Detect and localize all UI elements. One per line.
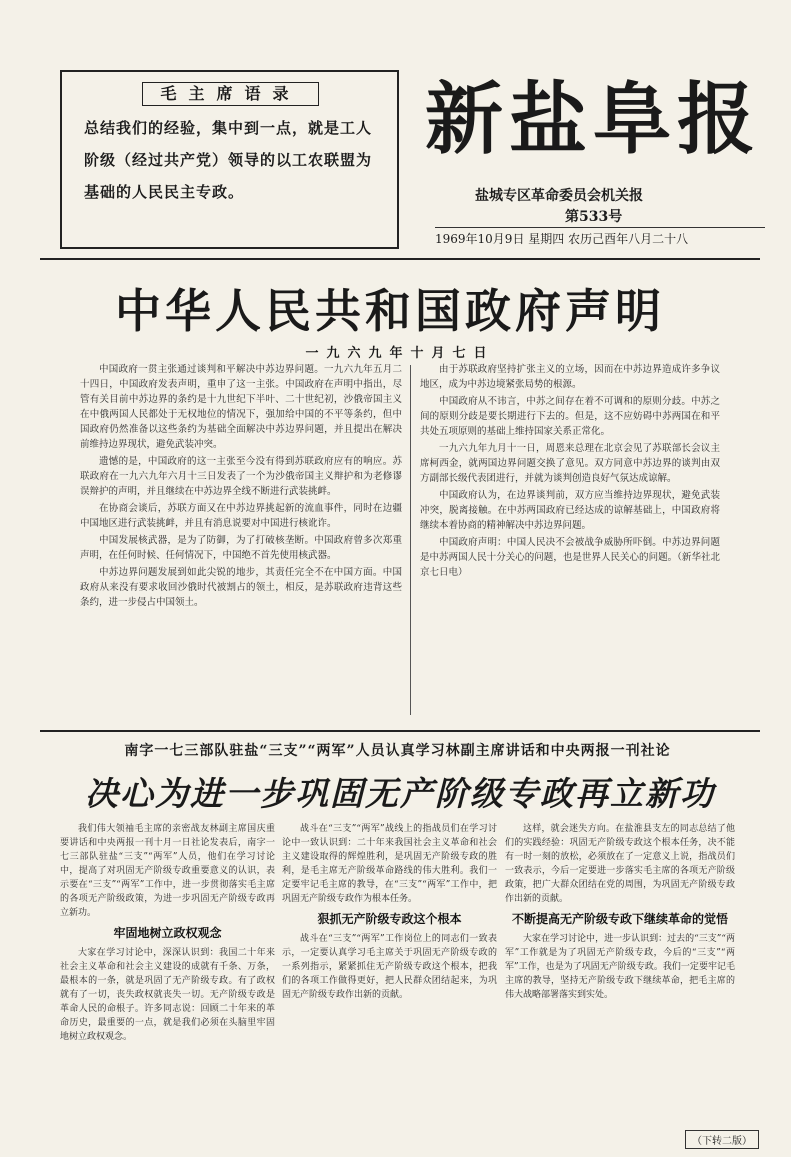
paragraph: 我们伟大领袖毛主席的亲密战友林副主席国庆重要讲话和中央两报一刊十月一日社论发表后，南字一七三部队驻盐“三支”“两军”人员，他们在学习讨论中，提高了对巩固无产阶级专政重要意义的认识，表示要在“三支”“两军”工作中，进一步贯彻落实毛主席的各项无产阶级政策，为进一步巩固无产阶级专政再立新功。 [60,824,275,918]
declaration-column-right [420,362,720,722]
column-divider [410,365,411,715]
quotation-label: 毛主席语录 [142,82,319,106]
declaration-date: 一九六九年十月七日 [305,346,495,361]
continued-note: （下转二版） [685,1130,759,1149]
article-subheadline: 南字一七三部队驻盐“三支”“两军”人员认真学习林副主席讲话和中央两报一刊社论 [124,743,671,759]
paragraph: 中国政府认为，在边界谈判前，双方应当维持边界现状，避免武装冲突，脱离接触。在中苏两国政府已经达成的谅解基础上，中国政府将继续本着协商的精神解决中苏边界问题。 [420,490,720,531]
issue-number: 第533号 [565,209,623,225]
article-headline: 决心为进一步巩固无产阶级专政再立新功 [85,774,715,813]
publisher-line: 盐城专区革命委员会机关报 [475,188,643,204]
middle-divider [40,730,760,732]
paragraph: 大家在学习讨论中，进一步认识到：过去的“三支”“两军”工作就是为了巩固无产阶级专政，今后的“三支”“两军”工作，也是为了巩固无产阶级专政。我们一定要牢记毛主席的教导，坚持无产阶级专政下继续革命，把毛主席的伟大战略部署落实到实处。 [505,934,735,1000]
declaration-column-left [80,362,402,722]
section-heading: 牢固地树立政权观念 [113,926,222,940]
newspaper-title: 新盐阜报 [425,75,762,165]
paragraph: 遗憾的是，中国政府的这一主张至今没有得到苏联政府应有的响应。苏联政府在一九六九年六月十三日发表了一个为沙俄帝国主义辩护和为老修谬误辩护的声明，并且继续在中苏边界全线不断进行武装挑衅。 [80,456,402,497]
quotation-box [60,70,399,249]
declaration-headline: 中华人民共和国政府声明 [115,284,665,338]
paragraph: 中国政府声明：中国人民决不会被战争威胁所吓倒。中苏边界问题是中苏两国人民十分关心的问题，也是世界人民关心的问题。（新华社北京七日电） [420,537,720,578]
paragraph: 一九六九年九月十一日，周恩来总理在北京会见了苏联部长会议主席柯西金，就两国边界问题交换了意见。双方同意中苏边界的谈判由双方副部长级代表团进行，并就为谈判创造良好气氛达成谅解。 [420,443,720,484]
top-divider [40,258,760,260]
section-heading: 不断提高无产阶级专政下继续革命的觉悟 [511,912,728,926]
paragraph: 中国政府从不讳言，中苏之间存在着不可调和的原则分歧。中苏之间的原则分歧是要长期进行下去的。但是，这不应妨碍中苏两国在和平共处五项原则的基础上维持国家关系正常化。 [420,396,720,437]
article-column-1 [60,822,275,1132]
paragraph: 战斗在“三支”“两军”战线上的指战员们在学习讨论中一致认识到：二十年来我国社会主义革命和社会主义建设取得的辉煌胜利，是巩固无产阶级专政的胜利，是毛主席无产阶级革命路线的伟大胜利。我们一定要牢记毛主席的教导，在“三支”“两军”工作中，把巩固无产阶级专政作为根本任务。 [282,824,497,904]
paragraph: 战斗在“三支”“两军”工作岗位上的同志们一致表示，一定要认真学习毛主席关于巩固无产阶级专政的一系列指示，紧紧抓住无产阶级专政这个根本，把我们的各项工作做得更好，把人民群众团结起来，为巩固无产阶级专政作出新的贡献。 [282,934,497,1000]
section-heading: 狠抓无产阶级专政这个根本 [317,912,462,926]
paragraph: 中国政府一贯主张通过谈判和平解决中苏边界问题。一九六九年五月二十四日，中国政府发表声明，重申了这一主张。中国政府在声明中指出，尽管有关目前中苏边界的条约是十九世纪下半叶、二十世纪初，沙俄帝国主义在中俄两国人民都处于无权地位的情况下，强加给中国的不平等条约，但中国政府仍然准备以这些条约为基础全面解决中苏边界问题，并且提出在解决前维持边界现状，避免武装冲突。 [80,364,402,450]
paragraph: 中苏边界问题发展到如此尖锐的地步，其责任完全不在中国方面。中国政府从来没有要求收回沙俄时代被割占的领土，相反，是苏联政府违背这些条约，进一步侵占中国领土。 [80,567,402,608]
paragraph: 这样，就会迷失方向。在盐淮县支左的同志总结了他们的实践经验：巩固无产阶级专政这个根本任务，决不能有一时一刻的放松，必须放在了一定意义上说，指战员们一致表示，今后一定要进一步落实毛主席的各项无产阶级政策，把广大群众团结在党的周围，为巩固无产阶级专政作出新的贡献。 [505,824,735,904]
paragraph: 在协商会谈后，苏联方面又在中苏边界挑起新的流血事件，同时在边疆中国地区进行武装挑衅，并且有消息说要对中国进行核讹诈。 [80,503,402,529]
article-column-3 [505,822,735,1132]
date-line: 1969年10月9日 星期四 农历己酉年八月二十八 [435,227,765,247]
paragraph: 中国发展核武器，是为了防御，为了打破核垄断。中国政府曾多次郑重声明，在任何时候、任何情况下，中国绝不首先使用核武器。 [80,535,402,561]
quotation-text: 总结我们的经验，集中到一点，就是工人阶级（经过共产党）领导的以工农联盟为基础的人民民主专政。 [84,119,373,201]
paragraph: 由于苏联政府坚持扩张主义的立场，因而在中苏边界造成许多争议地区，成为中苏边境紧张局势的根源。 [420,364,720,390]
article-column-2 [282,822,497,1132]
paragraph: 大家在学习讨论中，深深认识到：我国二十年来社会主义革命和社会主义建设的成就有千条、万条，最根本的一条，就是巩固了无产阶级专政。有了政权就有了一切，丧失政权就丧失一切。无产阶级专政是革命人民的命根子。许多同志说：回顾二十年来的革命历史，最重要的一点，就是我们必须在头脑里牢固地树立政权观念。 [60,948,275,1042]
